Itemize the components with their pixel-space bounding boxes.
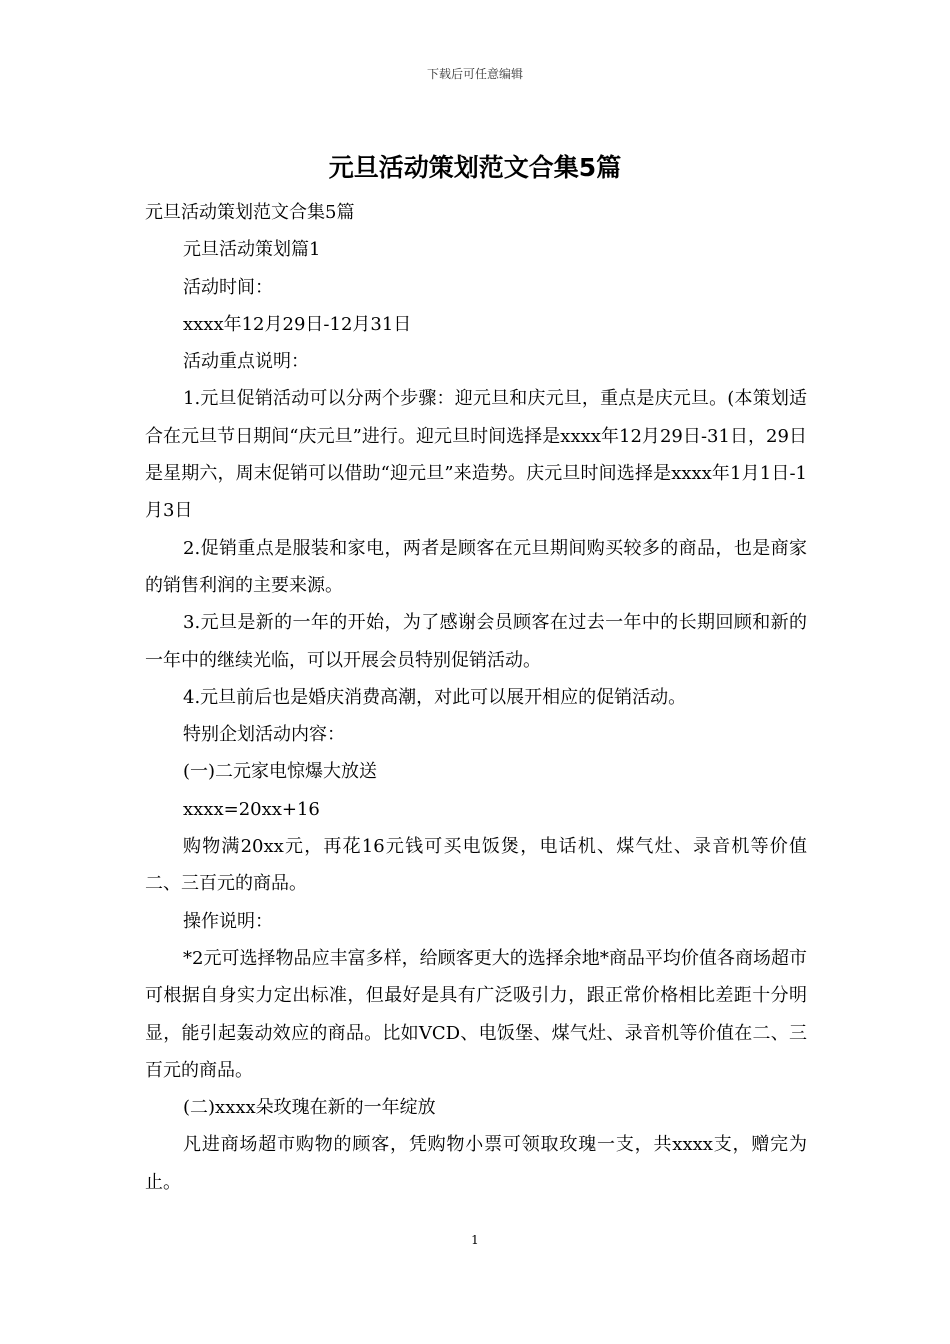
paragraph: xxxx年12月29日-12月31日: [183, 313, 412, 335]
header-note: 下载后可任意编辑: [426, 67, 523, 81]
paragraph: (二)xxxx朵玫瑰在新的一年绽放: [183, 1097, 436, 1119]
paragraph: 活动重点说明：: [183, 351, 309, 373]
paragraph-subtitle: 元旦活动策划范文合集5篇: [145, 202, 355, 223]
paragraph: xxxx=20xx+16: [183, 798, 320, 820]
document-title: 元旦活动策划范文合集5篇: [328, 153, 622, 182]
paragraph: 1.元旦促销活动可以分两个步骤：迎元旦和庆元旦，重点是庆元旦。(本策划适合在元旦节日期间“庆元旦”进行。迎元旦时间选择是xxxx年12月29日-31日，29日是星期六，周末促销可以借助“迎元旦”来造势。庆元旦时间选择是xxxx年1月1日-1月3日: [145, 388, 807, 522]
paragraph: (一)二元家电惊爆大放送: [183, 761, 378, 783]
paragraph: 2.促销重点是服装和家电，两者是顾客在元旦期间购买较多的商品，也是商家的销售利润的主要来源。: [145, 537, 807, 596]
paragraph: 4.元旦前后也是婚庆消费高潮，对此可以展开相应的促销活动。: [183, 686, 687, 708]
page-number: 1: [471, 1233, 479, 1247]
paragraph: 购物满20xx元，再花16元钱可买电饭煲，电话机、煤气灶、录音机等价值二、三百元的商品。: [145, 836, 807, 895]
paragraph: 活动时间：: [183, 276, 273, 298]
paragraph: 凡进商场超市购物的顾客，凭购物小票可领取玫瑰一支，共xxxx支，赠完为止。: [145, 1134, 807, 1193]
paragraph: 3.元旦是新的一年的开始，为了感谢会员顾客在过去一年中的长期回顾和新的一年中的继续光临，可以开展会员特别促销活动。: [145, 612, 807, 671]
paragraph-section-heading: 元旦活动策划篇1: [183, 239, 321, 261]
paragraph: 特别企划活动内容：: [183, 724, 345, 746]
paragraph: 操作说明：: [183, 910, 273, 932]
paragraph: *2元可选择物品应丰富多样，给顾客更大的选择余地*商品平均价值各商场超市可根据自身实力定出标准，但最好是具有广泛吸引力，跟正常价格相比差距十分明显，能引起轰动效应的商品。比如VCD、电饭堡、煤气灶、录音机等价值在二、三百元的商品。: [145, 947, 807, 1081]
document-body: [145, 194, 807, 1201]
